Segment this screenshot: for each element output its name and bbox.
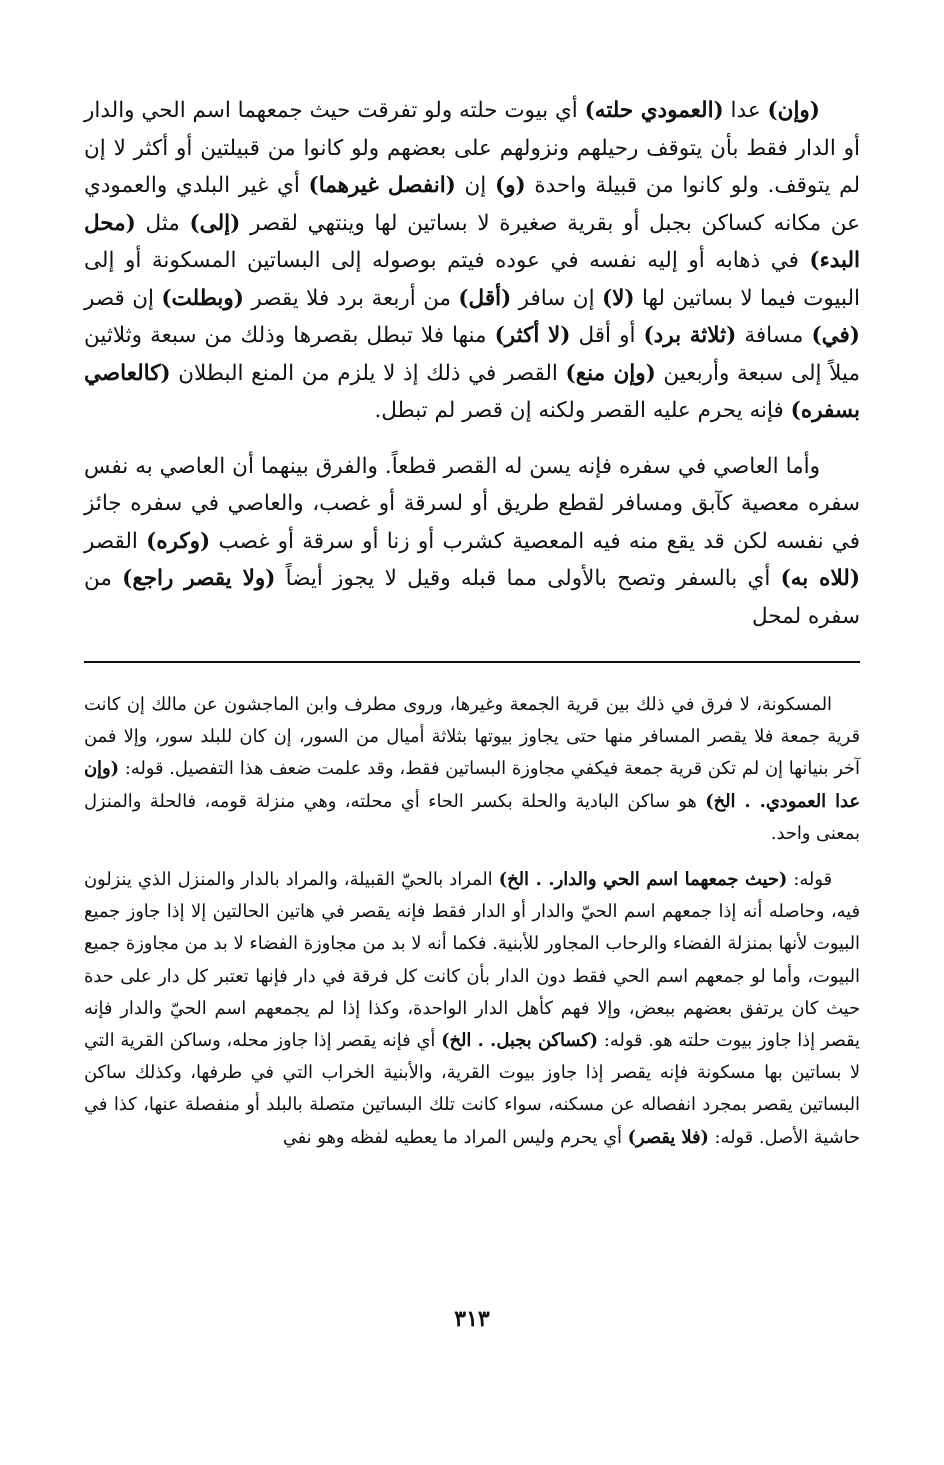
- term: (للاه به): [780, 566, 860, 591]
- term: (حيث جمعهما اسم الحي والدار. . الخ): [498, 869, 788, 891]
- text: إن سافر: [511, 285, 602, 311]
- term: (فلا يقصر): [627, 1126, 709, 1148]
- text: المسكونة، لا فرق في ذلك بين قرية الجمعة وغيرها، وروى مطرف وابن الماجشون عن مالك إن كانت قرية جمعة فلا يقصر المسافر منها حتى يجاوز بيوتها بثلاثة أميال من السور، إن كان للبلد سور، وإلا فمن آخر بنيانها إن لم تكن قرية جمعة فيكفي مجاوزة البساتين فقط، وقد علمت ضعف هذا التفصيل. قوله:: [84, 694, 860, 780]
- text: قوله:: [787, 869, 833, 891]
- text: أي يحرم وليس المراد ما يعطيه لفظه وهو نفي: [282, 1126, 628, 1148]
- term: (وبطلت): [161, 285, 244, 311]
- term: (انفصل غيرهما): [308, 173, 456, 198]
- term: (وإن): [767, 98, 820, 123]
- term: (إلى): [189, 210, 241, 236]
- term: (لا): [601, 285, 635, 311]
- text: أي بيوت حلته ولو تفرقت حيث جمعهما اسم الحي والدار أو الدار فقط بأن يتوقف رحيلهم ونزولهم على بعضهم ولو كانوا من قبيلتين أو أكثر لا إن لم يتوقف. ولو كانوا من قبيلة واحدة: [84, 98, 860, 198]
- text: أي غير البلدي والعمودي عن مكانه كساكن بجبل أو بقرية صغيرة لا بساتين لها وينتهي لقصر: [84, 173, 860, 236]
- footnote-paragraph-2: [84, 864, 860, 1154]
- term: (و): [494, 173, 526, 198]
- text: أو أقل: [570, 323, 644, 348]
- text: مثل: [135, 210, 190, 236]
- term: (العمودي حلته): [584, 98, 724, 123]
- term: (ولا يقصر راجع): [122, 566, 276, 591]
- text: إن: [455, 173, 495, 198]
- page-body: [84, 92, 860, 1154]
- text: عدا: [723, 98, 768, 123]
- text: مسافة: [736, 323, 812, 348]
- footnotes: [84, 689, 860, 1154]
- footnote-divider: [84, 661, 860, 663]
- text: المراد بالحيّ القبيلة، والمراد بالدار والمنزل الذي ينزلون فيه، وحاصله أنه إذا جمعهم اسم الحيّ والدار أو الدار فقط فإنه يقصر في هاتين الحالتين إلا إذا جاوز جميع البيوت لأنها بمنزلة الفضاء والرحاب المجاور للأبنية. فكما أنه لا بد من مجاوزة الفضاء لا بد من مجاوزة جميع البيوت، وأما لو جمعهم اسم الحي فقط دون الدار بأن كانت كل فرقة في دار فإنها تعتبر كل دار على حدة حيث كان يرتفق بعضهم ببعض، وإلا فهم كأهل الدار الواحدة، وكذا إذا لم يجمعهم اسم الحيّ والدار فإنه يقصر إذا جاوز بيوت حلته هو. قوله:: [84, 869, 860, 1052]
- main-text: [84, 92, 860, 635]
- text: فإنه يحرم عليه القصر ولكنه إن قصر لم تبطل.: [374, 398, 791, 423]
- text: أي بالسفر وتصح بالأولى مما قبله وقيل لا يجوز أيضاً: [275, 566, 781, 591]
- term: (محل البدء): [84, 210, 860, 273]
- text: هو ساكن البادية والحلة بكسر الحاء أي محلته، وهي منزلة قومه، فالحلة والمنزل بمعنى واحد.: [84, 790, 860, 844]
- term: (ثلاثة برد): [643, 323, 737, 348]
- text: من أربعة برد فلا يقصر: [243, 285, 459, 311]
- text: إن قصر: [84, 285, 162, 311]
- text: من سفره لمحل: [84, 566, 860, 629]
- text: أي فإنه يقصر إذا جاوز محله، وساكن القرية التي لا بساتين بها مسكونة فإنه يقصر إذا جاوز بيوت القرية، والأبنية الخراب التي في طرفها، وكذلك ساكن البساتين يقصر بمجرد انفصاله عن مسكنه، سواء كانت تلك البساتين متصلة بالبلد أو منفصلة عنها، كذا في حاشية الأصل. قوله:: [84, 1030, 860, 1148]
- term: (كساكن بجبل. . الخ): [441, 1030, 599, 1052]
- term: (لا أكثر): [494, 323, 571, 348]
- text: وأما العاصي في سفره فإنه يسن له القصر قطعاً. والفرق بينهما أن العاصي به نفس سفره معصية كآبق ومسافر لقطع طريق أو لسرقة أو غصب، والعاصي في سفره جائز في نفسه لكن قد يقع منه فيه المعصية كشرب أو زنا أو سرقة أو غصب: [84, 453, 860, 554]
- text: القصر في ذلك إذ لا يلزم من المنع البطلان: [170, 360, 566, 386]
- page-number: ٣١٣: [454, 1306, 490, 1332]
- term: (وإن منع): [565, 360, 656, 386]
- term: (أقل): [458, 285, 512, 311]
- term: (وكره): [146, 528, 211, 554]
- text: في ذهابه أو إليه نفسه في عوده فيتم بوصوله إلى البساتين المسكونة أو إلى البيوت فيما لا بساتين لها: [84, 248, 860, 311]
- term: (كالعاصي بسفره): [84, 360, 860, 423]
- term: (في): [811, 323, 860, 348]
- footnote-paragraph-1: [84, 689, 860, 850]
- text: منها فلا تبطل بقصرها وذلك من سبعة وثلاثين ميلاً إلى سبعة وأربعين: [84, 323, 860, 386]
- text: القصر: [84, 528, 147, 554]
- main-paragraph-1: [84, 92, 860, 430]
- main-paragraph-2: [84, 448, 860, 636]
- term: (وإن عدا العمودي. . الخ): [84, 758, 860, 812]
